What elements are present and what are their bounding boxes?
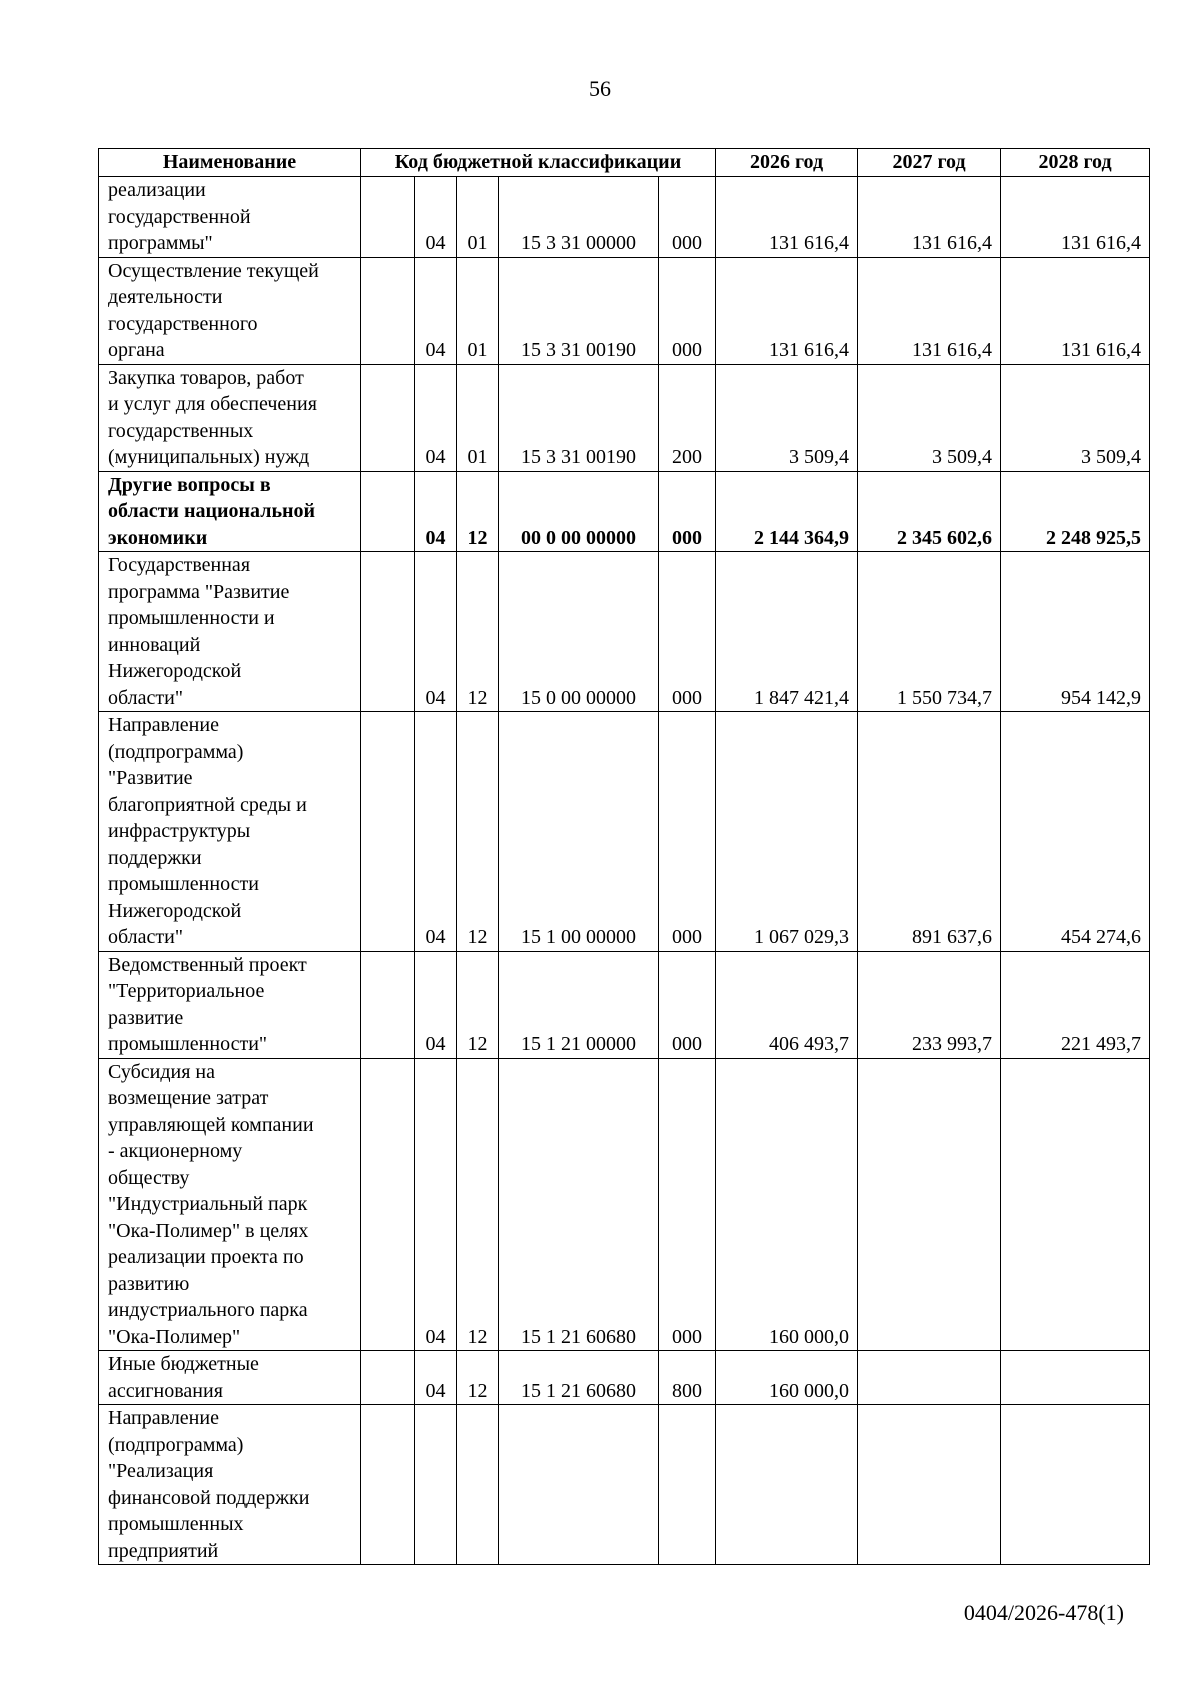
row-name-cell [99,471,361,552]
subsection-code: 12 [457,552,499,712]
target-item-code: 15 1 21 60680 [499,1351,659,1405]
row-name-cell [99,951,361,1058]
expense-type-code [659,1405,716,1565]
row-name-line: реализации [108,179,206,201]
row-name-line: деятельности [108,286,223,308]
table-row [99,364,1150,471]
expense-type-code: 000 [659,951,716,1058]
table-row [99,177,1150,258]
subsection-code: 01 [457,257,499,364]
amount-2026 [716,1405,858,1565]
amount-2027 [858,1058,1001,1351]
table-row [99,552,1150,712]
spacer-cell [361,364,415,471]
subsection-code: 12 [457,1351,499,1405]
target-item-code: 00 0 00 00000 [499,471,659,552]
subsection-code: 12 [457,951,499,1058]
header-2026: 2026 год [716,149,858,177]
subsection-code [457,1405,499,1565]
section-code: 04 [415,177,457,258]
amount-2028: 2 248 925,5 [1001,471,1150,552]
amount-2028: 954 142,9 [1001,552,1150,712]
row-name-line: "Индустриальный парк [108,1193,308,1215]
row-name-line: "Территориальное [108,980,265,1002]
spacer-cell [361,257,415,364]
amount-2028 [1001,1351,1150,1405]
section-code [415,1405,457,1565]
amount-2026: 131 616,4 [716,257,858,364]
amount-2027 [858,1351,1001,1405]
target-item-code: 15 3 31 00190 [499,364,659,471]
target-item-code: 15 3 31 00000 [499,177,659,258]
amount-2027: 233 993,7 [858,951,1001,1058]
expense-type-code: 000 [659,471,716,552]
row-name-line: Нижегородской [108,660,242,682]
row-name-line: (муниципальных) нужд [108,446,310,468]
row-name-line: благоприятной среды и [108,793,307,816]
header-2028: 2028 год [1001,149,1150,177]
spacer-cell [361,1058,415,1351]
table-row [99,257,1150,364]
table-row [99,951,1150,1058]
amount-2028: 131 616,4 [1001,257,1150,364]
row-name-line: предприятий [108,1539,219,1562]
table-row [99,712,1150,952]
section-code: 04 [415,712,457,952]
row-name-line: поддержки [108,846,202,869]
row-name-line: (подпрограмма) [108,1433,244,1456]
table-body [99,177,1150,1565]
table-row [99,1405,1150,1565]
row-name-line: реализации проекта по [108,1246,304,1268]
row-name-line: экономики [108,526,208,549]
table-row [99,1058,1150,1351]
spacer-cell [361,712,415,952]
row-name-line: области" [108,926,184,948]
section-code: 04 [415,257,457,364]
spacer-cell [361,471,415,552]
expense-type-code: 200 [659,364,716,471]
amount-2026: 406 493,7 [716,951,858,1058]
spacer-cell [361,1405,415,1565]
document-id: 0404/2026-478(1) [963,1600,1124,1625]
row-name-line: промышленности" [108,1033,268,1055]
table-row [99,471,1150,552]
amount-2027: 3 509,4 [858,364,1001,471]
row-name-line: области" [108,686,184,709]
amount-2028: 221 493,7 [1001,951,1150,1058]
section-code: 04 [415,471,457,552]
amount-2027: 131 616,4 [858,257,1001,364]
spacer-cell [361,1351,415,1405]
amount-2026: 3 509,4 [716,364,858,471]
row-name-cell [99,1058,361,1351]
subsection-code: 12 [457,471,499,552]
row-name-line: "Развитие [108,767,193,789]
expense-type-code: 000 [659,712,716,952]
row-name-line: инноваций [108,633,201,656]
target-item-code: 15 1 21 60680 [499,1058,659,1351]
expense-type-code: 800 [659,1351,716,1405]
header-name: Наименование [99,149,361,177]
row-name-line: ассигнования [108,1379,223,1402]
section-code: 04 [415,1351,457,1405]
row-name-line: промышленных [108,1513,244,1535]
amount-2027: 2 345 602,6 [858,471,1001,552]
target-item-code [499,1405,659,1565]
row-name-line: органа [108,339,165,361]
row-name-line: Иные бюджетные [108,1353,259,1375]
section-code: 04 [415,364,457,471]
amount-2026: 131 616,4 [716,177,858,258]
expense-type-code: 000 [659,1058,716,1351]
row-name-line: государственного [108,312,258,335]
section-code: 04 [415,951,457,1058]
row-name-line: промышленности и [108,607,275,629]
row-name-line: индустриального парка [108,1299,308,1321]
target-item-code: 15 1 00 00000 [499,712,659,952]
row-name-line: инфраструктуры [108,820,251,842]
row-name-cell [99,177,361,258]
row-name-line: области национальной [108,500,316,522]
header-code: Код бюджетной классификации [361,149,716,177]
row-name-line: обществу [108,1166,190,1189]
row-name-line: развитию [108,1272,190,1295]
amount-2026: 160 000,0 [716,1058,858,1351]
row-name-line: государственной [108,205,251,228]
amount-2026: 160 000,0 [716,1351,858,1405]
subsection-code: 12 [457,712,499,952]
row-name-cell [99,552,361,712]
spacer-cell [361,177,415,258]
row-name-line: Ведомственный проект [108,953,307,976]
header-2027: 2027 год [858,149,1001,177]
row-name-line: Субсидия на [108,1060,215,1083]
table-header-row [99,149,1150,177]
row-name-line: Осуществление текущей [108,259,319,282]
expense-type-code: 000 [659,552,716,712]
amount-2027 [858,1405,1001,1565]
row-name-cell [99,257,361,364]
target-item-code: 15 3 31 00190 [499,257,659,364]
row-name-line: Нижегородской [108,899,242,922]
amount-2028 [1001,1058,1150,1351]
row-name-line: Другие вопросы в [108,473,271,496]
row-name-line: государственных [108,419,254,442]
amount-2027: 131 616,4 [858,177,1001,258]
amount-2026: 2 144 364,9 [716,471,858,552]
row-name-cell [99,364,361,471]
row-name-line: финансовой поддержки [108,1486,310,1509]
amount-2027: 891 637,6 [858,712,1001,952]
amount-2026: 1 067 029,3 [716,712,858,952]
row-name-line: программа "Развитие [108,580,290,603]
row-name-line: и услуг для обеспечения [108,393,317,415]
table-row [99,1351,1150,1405]
subsection-code: 01 [457,177,499,258]
spacer-cell [361,552,415,712]
page-number: 56 [589,76,611,101]
row-name-line: - акционерному [108,1140,243,1162]
amount-2026: 1 847 421,4 [716,552,858,712]
row-name-cell [99,1351,361,1405]
section-code: 04 [415,552,457,712]
subsection-code: 01 [457,364,499,471]
expense-type-code: 000 [659,257,716,364]
row-name-line: программы" [108,232,213,254]
section-code: 04 [415,1058,457,1351]
expense-type-code: 000 [659,177,716,258]
row-name-line: Направление [108,714,219,736]
row-name-line: промышленности [108,873,259,895]
row-name-line: (подпрограмма) [108,740,244,763]
row-name-cell [99,712,361,952]
amount-2027: 1 550 734,7 [858,552,1001,712]
budget-table [98,148,1150,1565]
row-name-cell [99,1405,361,1565]
target-item-code: 15 1 21 00000 [499,951,659,1058]
amount-2028 [1001,1405,1150,1565]
row-name-line: Направление [108,1407,219,1429]
spacer-cell [361,951,415,1058]
subsection-code: 12 [457,1058,499,1351]
row-name-line: развитие [108,1006,184,1029]
row-name-line: Государственная [108,554,251,576]
row-name-line: Закупка товаров, работ [108,366,304,389]
amount-2028: 454 274,6 [1001,712,1150,952]
row-name-line: "Ока-Полимер" в целях [108,1219,309,1242]
row-name-line: возмещение затрат [108,1087,269,1109]
row-name-line: управляющей компании [108,1113,314,1136]
row-name-line: "Ока-Полимер" [108,1325,241,1348]
amount-2028: 131 616,4 [1001,177,1150,258]
target-item-code: 15 0 00 00000 [499,552,659,712]
row-name-line: "Реализация [108,1460,214,1482]
amount-2028: 3 509,4 [1001,364,1150,471]
